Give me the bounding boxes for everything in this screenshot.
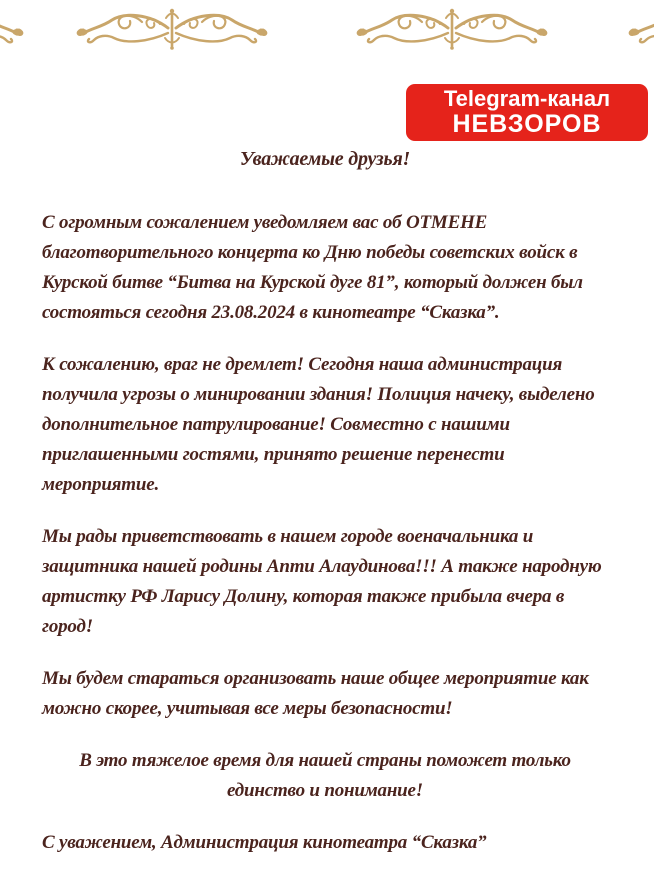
letter-signature: С уважением, Администрация кинотеатра “Сказка” xyxy=(42,832,487,853)
gold-flourish-icon xyxy=(0,6,28,54)
ornament-band xyxy=(0,6,654,56)
badge-channel-label: Telegram-канал xyxy=(443,85,611,111)
letter-paragraph: Мы будем стараться организовать наше общее мероприятие как можно скорее, учитывая все меры безопасности! xyxy=(42,668,589,719)
letter-paragraph: К сожалению, враг не дремлет! Сегодня наша администрация получила угрозы о минировании здания! Полиция начеку, выделено дополнительное патрулирование! Совместно с нашими приглашенными гостями, принято решение перенести мероприятие. xyxy=(42,354,595,495)
letter-body xyxy=(42,146,608,879)
badge-channel-name: НЕВЗОРОВ xyxy=(452,109,602,138)
gold-flourish-icon xyxy=(624,6,654,54)
letter-paragraph: Мы рады приветствовать в нашем городе военачальника и защитника нашей родины Апти Алаудинова!!! А также народную артистку РФ Ларису Долину, которая также прибыла вчера в город! xyxy=(42,526,602,637)
telegram-channel-badge xyxy=(406,84,648,141)
letter-title: Уважаемые друзья! xyxy=(239,148,411,170)
letter-paragraph: С огромным сожалением уведомляем вас об ОТМЕНЕ благотворительного концерта ко Дню победы советских войск в Курской битве “Битва на Курской дуге 81”, который должен был состояться сегодня 23.08.2024 в кинотеатре “Сказка”. xyxy=(42,212,583,323)
letter-paragraph-centered: В это тяжелое время для нашей страны поможет только единство и понимание! xyxy=(79,750,571,801)
gold-flourish-icon xyxy=(72,6,272,54)
gold-flourish-icon xyxy=(352,6,552,54)
